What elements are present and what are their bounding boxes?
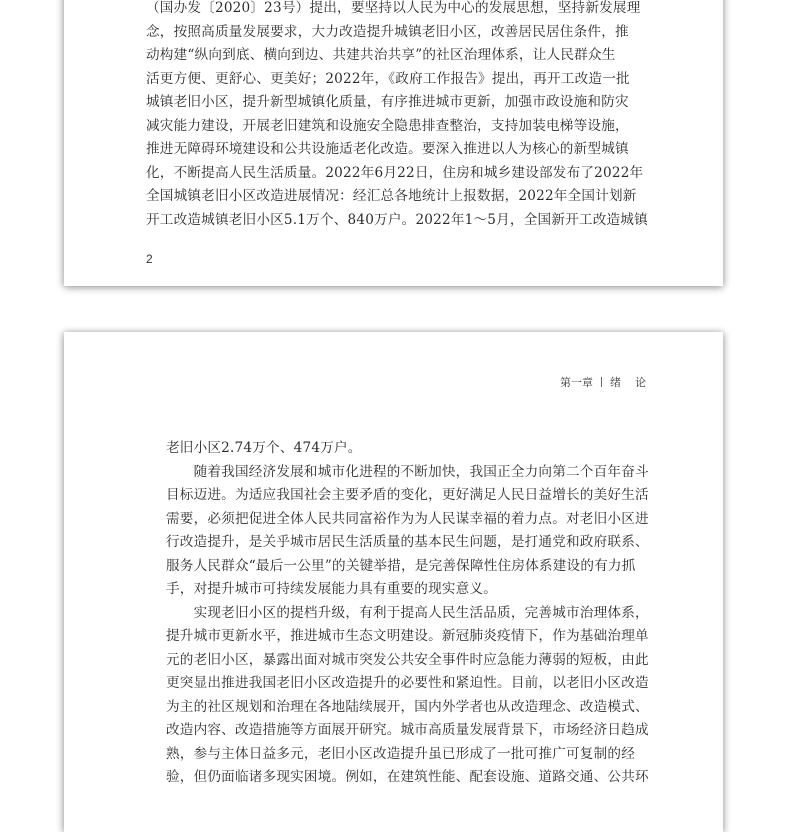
text-line: 城镇老旧小区，提升新型城镇化质量，有序推进城市更新，加强市政设施和防灾 xyxy=(146,94,629,110)
text-line: 减灾能力建设，开展老旧建筑和设施安全隐患排查整治，支持加装电梯等设施， xyxy=(146,117,629,134)
text-line: 行改造提升，是关乎城市居民生活质量的基本民生问题，是打通党和政府联系、 xyxy=(166,534,649,550)
text-line: 手，对提升城市可持续发展能力具有重要的现实意义。 xyxy=(166,581,498,597)
text-line: （国办发〔2020〕23号）提出，要坚持以人民为中心的发展思想，坚持新发展理 xyxy=(146,0,641,16)
text-line: 实现老旧小区的提档升级，有利于提高人民生活品质，完善城市治理体系， xyxy=(166,604,649,621)
text-line: 活更方便、更舒心、更美好；2022年，《政府工作报告》提出，再开工改造一批 xyxy=(146,70,630,87)
text-line: 为主的社区规划和治理在各地陆续展开，国内外学者也从改造理念、改造模式、 xyxy=(166,698,649,715)
text-line: 全国城镇老旧小区改造进展情况：经汇总各地统计上报数据，2022年全国计划新 xyxy=(146,188,637,204)
text-line: 动构建“纵向到底、横向到边、共建共治共享”的社区治理体系，让人民群众生 xyxy=(146,47,616,63)
page-2 xyxy=(64,0,723,286)
text-line: 提升城市更新水平，推进城市生态文明建设。新冠肺炎疫情下，作为基础治理单 xyxy=(166,628,649,644)
chapter-title: 绪论 xyxy=(610,376,660,389)
text-line: 服务人民群众“最后一公里”的关键举措，是完善保障性住房体系建设的有力抓 xyxy=(166,557,636,574)
chapter-label: 第一章 xyxy=(560,376,593,389)
text-line: 老旧小区2.74万个、474万户。 xyxy=(166,440,362,456)
page-3 xyxy=(64,332,723,832)
text-line: 推进无障碍环境建设和公共设施适老化改造。要深入推进以人为核心的新型城镇 xyxy=(146,141,629,157)
text-line: 需要，必须把促进全体人民共同富裕作为为人民谋幸福的着力点。对老旧小区进 xyxy=(166,510,649,527)
text-line: 更突显出推进我国老旧小区改造提升的必要性和紧迫性。目前，以老旧小区改造 xyxy=(166,675,649,691)
text-line: 改造内容、改造措施等方面展开研究。城市高质量发展背景下，市场经济日趋成 xyxy=(166,722,649,738)
text-line: 化，不断提高人民生活质量。2022年6月22日，住房和城乡建设部发布了2022年 xyxy=(146,164,644,181)
running-head xyxy=(560,374,660,390)
text-line: 随着我国经济发展和城市化进程的不断加快，我国正全力向第二个百年奋斗 xyxy=(166,463,649,480)
text-line: 元的老旧小区，暴露出面对城市突发公共安全事件时应急能力薄弱的短板，由此 xyxy=(166,651,649,668)
text-line: 熟，参与主体日益多元，老旧小区改造提升虽已形成了一批可推广可复制的经 xyxy=(166,745,635,762)
text-line: 目标迈进。为适应我国社会主要矛盾的变化，更好满足人民日益增长的美好生活 xyxy=(166,487,649,503)
text-line: 念，按照高质量发展要求，大力改造提升城镇老旧小区，改善居民居住条件，推 xyxy=(146,23,629,40)
divider xyxy=(601,377,602,387)
page-number: 2 xyxy=(146,252,153,266)
text-line: 验，但仍面临诸多现实困境。例如，在建筑性能、配套设施、道路交通、公共环 xyxy=(166,769,649,785)
text-line: 开工改造城镇老旧小区5.1万个、840万户。2022年1～5月，全国新开工改造城镇 xyxy=(146,211,648,228)
